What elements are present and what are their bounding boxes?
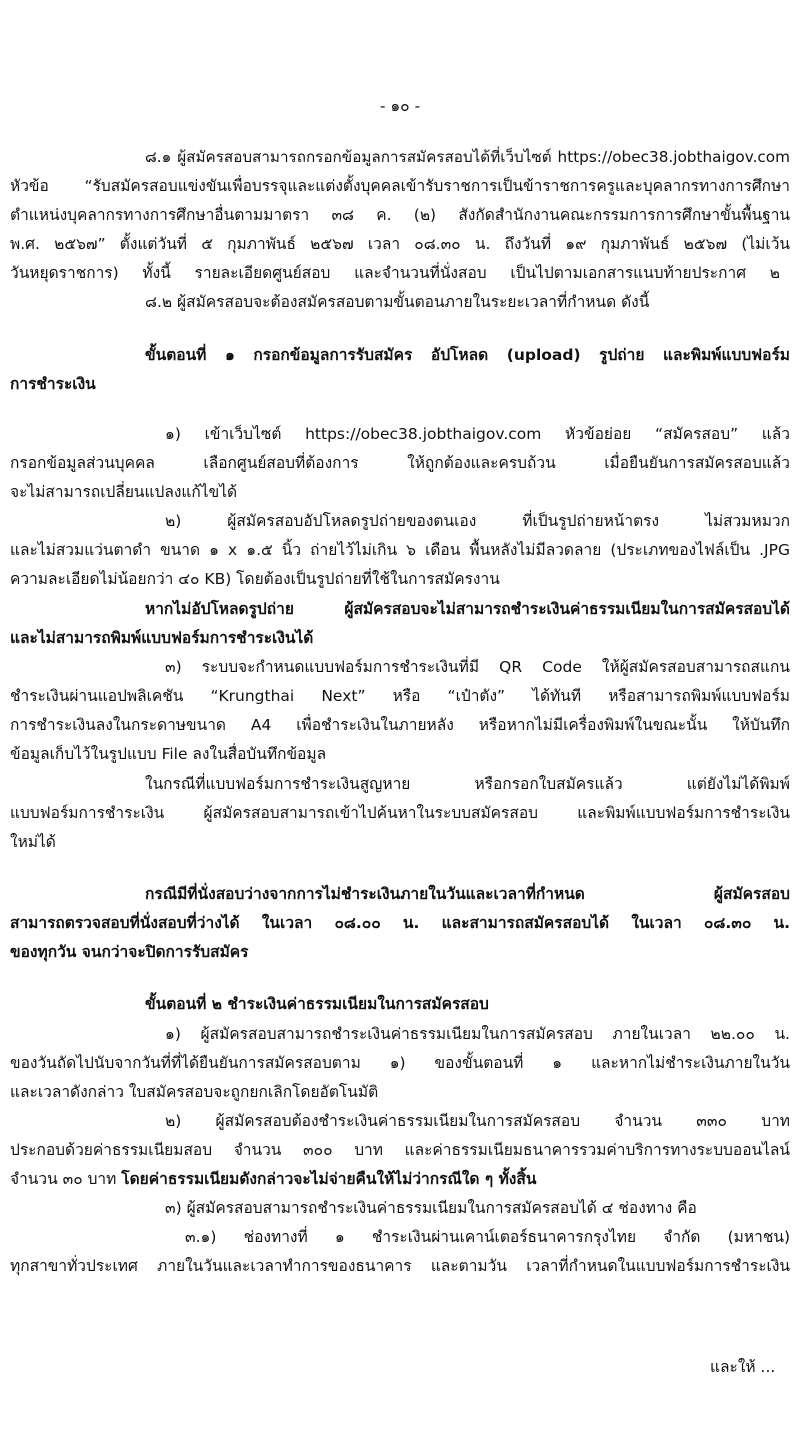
text-line: ๒) ผู้สมัครสอบอัปโหลดรูปถ่ายของตนเอง ที่เป็นรูปถ่ายหน้าตรง ไม่สวมหมวก (165, 512, 790, 530)
text-line: และเวลาดังกล่าว ใบสมัครสอบจะถูกยกเลิกโดยอัตโนมัติ (10, 1083, 379, 1101)
bold-text-line: และไม่สามารถพิมพ์แบบฟอร์มการชำระเงินได้ (10, 629, 314, 647)
text-line: จะไม่สามารถเปลี่ยนแปลงแก้ไขได้ (10, 483, 238, 501)
text-line: กรอกข้อมูลส่วนบุคคล เลือกศูนย์สอบที่ต้องการ ให้ถูกต้องและครบถ้วน เมื่อยืนยันการสมัครสอบแล้ว (10, 454, 790, 472)
text-line: และไม่สวมแว่นตาดำ ขนาด ๑ x ๑.๕ นิ้ว ถ่ายไว้ไม่เกิน ๖ เดือน พื้นหลังไม่มีลวดลาย (ประเภทของไฟล์เป็น .JPG (10, 541, 790, 559)
text-line: การชำระเงินลงในกระดาษขนาด A4 เพื่อชำระเงินในภายหลัง หรือหากไม่มีเครื่องพิมพ์ในขณะนั้น ให้บันทึก (10, 716, 790, 734)
text-line: ๘.๒ ผู้สมัครสอบจะต้องสมัครสอบตามขั้นตอนภายในระยะเวลาที่กำหนด ดังนี้ (145, 293, 650, 311)
text-line: ในกรณีที่แบบฟอร์มการชำระเงินสูญหาย หรือกรอกใบสมัครแล้ว แต่ยังไม่ได้พิมพ์ (145, 775, 790, 793)
text-line: ของวันถัดไปนับจากวันที่ที่ได้ยืนยันการสมัครสอบตาม ๑) ของขั้นตอนที่ ๑ และหากไม่ชำระเงินภายในวัน (10, 1054, 790, 1072)
text-line: ใหม่ได้ (10, 833, 56, 851)
continuation-note: และให้ ... (710, 1358, 776, 1376)
text-line: ๓) ระบบจะกำหนดแบบฟอร์มการชำระเงินที่มี QR Code ให้ผู้สมัครสอบสามารถสแกน (165, 658, 790, 676)
bold-text-line: หากไม่อัปโหลดรูปถ่าย ผู้สมัครสอบจะไม่สามารถชำระเงินค่าธรรมเนียมในการสมัครสอบได้ (145, 600, 790, 618)
text-line: หัวข้อ “รับสมัครสอบแข่งขันเพื่อบรรจุและแต่งตั้งบุคคลเข้ารับราชการเป็นข้าราชการครูและบุคลากรทางการศึกษา (10, 177, 790, 195)
text-line: ทุกสาขาทั่วประเทศ ภายในวันและเวลาทำการของธนาคาร และตามวัน เวลาที่กำหนดในแบบฟอร์มการชำระเงิน (10, 1257, 790, 1275)
text-line: วันหยุดราชการ) ทั้งนี้ รายละเอียดศูนย์สอบ และจำนวนที่นั่งสอบ เป็นไปตามเอกสารแนบท้ายประกาศ ๒ (10, 264, 780, 282)
text-line: ๑) เข้าเว็บไซต์ https://obec38.jobthaigov.com หัวข้อย่อย “สมัครสอบ” แล้ว (165, 425, 790, 443)
section-heading: ขั้นตอนที่ ๒ ชำระเงินค่าธรรมเนียมในการสมัครสอบ (145, 995, 489, 1013)
text-line: จำนวน ๓๐ บาท โดยค่าธรรมเนียมดังกล่าวจะไม่จ่ายคืนให้ไม่ว่ากรณีใด ๆ ทั้งสิ้น (10, 1170, 537, 1188)
text-line: พ.ศ. ๒๕๖๗” ตั้งแต่วันที่ ๕ กุมภาพันธ์ ๒๕๖๗ เวลา ๐๘.๓๐ น. ถึงวันที่ ๑๙ กุมภาพันธ์ ๒๕๖๗ (ไม่เว้น (10, 235, 790, 253)
text-line: ๑) ผู้สมัครสอบสามารถชำระเงินค่าธรรมเนียมในการสมัครสอบ ภายในเวลา ๒๒.๐๐ น. (165, 1025, 790, 1043)
text-line: ๘.๑ ผู้สมัครสอบสามารถกรอกข้อมูลการสมัครสอบได้ที่เว็บไซต์ https://obec38.jobthaigov.com (145, 148, 790, 166)
text-line: ๓) ผู้สมัครสอบสามารถชำระเงินค่าธรรมเนียมในการสมัครสอบได้ ๔ ช่องทาง คือ (165, 1199, 697, 1217)
section-heading: ขั้นตอนที่ ๑ กรอกข้อมูลการรับสมัคร อัปโหลด (upload) รูปถ่าย และพิมพ์แบบฟอร์ม (145, 346, 790, 364)
text-line: แบบฟอร์มการชำระเงิน ผู้สมัครสอบสามารถเข้าไปค้นหาในระบบสมัครสอบ และพิมพ์แบบฟอร์มการชำระเงิน (10, 804, 790, 822)
text-line: ๒) ผู้สมัครสอบต้องชำระเงินค่าธรรมเนียมในการสมัครสอบ จำนวน ๓๓๐ บาท (165, 1112, 790, 1130)
bold-text-line: กรณีมีที่นั่งสอบว่างจากการไม่ชำระเงินภายในวันและเวลาที่กำหนด ผู้สมัครสอบ (145, 885, 790, 903)
text-line: ข้อมูลเก็บไว้ในรูปแบบ File ลงในสื่อบันทึกข้อมูล (10, 745, 327, 763)
text-line: ๓.๑) ช่องทางที่ ๑ ชำระเงินผ่านเคาน์เตอร์ธนาคารกรุงไทย จำกัด (มหาชน) (185, 1228, 790, 1246)
bold-text-line: ของทุกวัน จนกว่าจะปิดการรับสมัคร (10, 943, 249, 961)
text-line: ความละเอียดไม่น้อยกว่า ๔๐ KB) โดยต้องเป็นรูปถ่ายที่ใช้ในการสมัครงาน (10, 570, 500, 588)
text-line: ชำระเงินผ่านแอปพลิเคชัน “Krungthai Next” หรือ “เป๋าตัง” ได้ทันที หรือสามารถพิมพ์แบบฟอร์ม (10, 687, 790, 705)
section-heading: การชำระเงิน (10, 375, 96, 393)
text-line: ประกอบด้วยค่าธรรมเนียมสอบ จำนวน ๓๐๐ บาท และค่าธรรมเนียมธนาคารรวมค่าบริการทางระบบออนไลน์ (10, 1141, 790, 1159)
bold-text-line: สามารถตรวจสอบที่นั่งสอบที่ว่างได้ ในเวลา ๐๘.๐๐ น. และสามารถสมัครสอบได้ ในเวลา ๐๘.๓๐ น. (10, 914, 790, 932)
text-line: ตำแหน่งบุคลากรทางการศึกษาอื่นตามมาตรา ๓๘ ค. (๒) สังกัดสำนักงานคณะกรรมการการศึกษาขั้นพื้นฐาน (10, 206, 790, 224)
page-number: - ๑๐ - (379, 97, 421, 115)
